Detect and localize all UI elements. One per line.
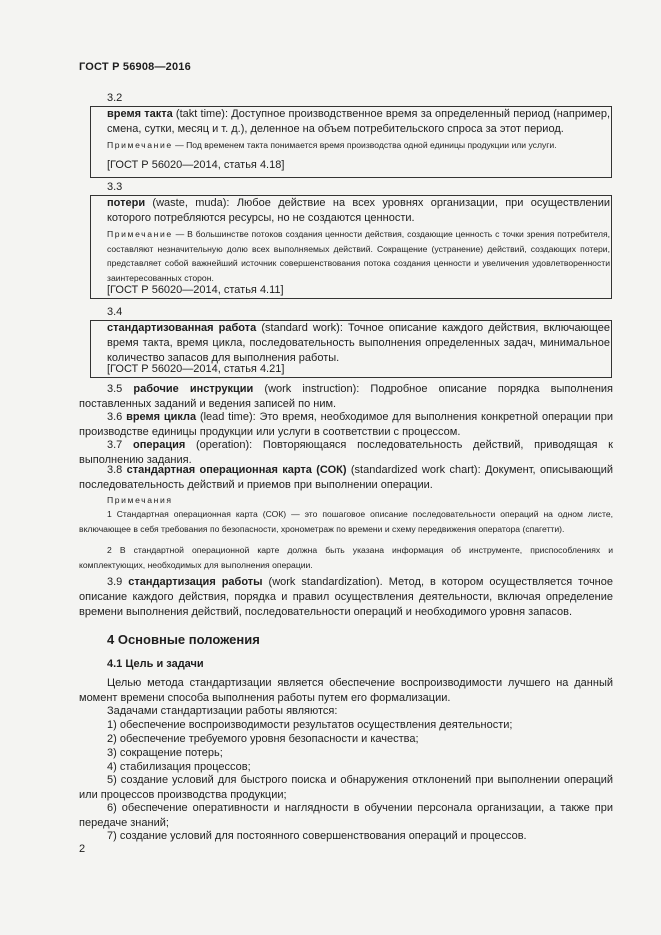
page-number: 2 (79, 843, 86, 855)
paragraph: Целью метода стандартизации является обеспечение воспроизводимости лучшего на данный момент времени способа выполнения работы путем его формализации. (79, 677, 613, 704)
term-3-8: 3.8 стандартная операционная карта (СОК) (standardized work chart): Документ, описывающий последовательность действий и приемов при выполнении операции. (79, 464, 614, 491)
term-name: потери (107, 197, 146, 209)
paragraph: Задачами стандартизации работы являются: (107, 705, 338, 717)
term-number: 3.2 (107, 92, 123, 104)
term-3-5: 3.5 рабочие инструкции (work instruction): Подробное описание порядка выполнения поставленных заданий и ведения записей по ним. (79, 383, 613, 410)
list-item: 2) обеспечение требуемого уровня безопасности и качества; (107, 733, 419, 745)
list-item: 1) обеспечение воспроизводимости результатов осуществления деятельности; (107, 719, 513, 731)
subsection-heading: 4.1 Цель и задачи (107, 658, 204, 670)
list-item: 6) обеспечение оперативности и наглядности в обучении персонала организации, а также при передаче знаний; (79, 802, 613, 829)
note-item: 1 Стандартная операционная карта (СОК) — это пошаговое описание последовательности операций на одном листе, включающее в себя требования по безопасности, хронометраж по времени и схему передвижения оператора (спагетти). (79, 509, 613, 534)
term-3-6: 3.6 время цикла (lead time): Это время, необходимое для выполнения конкретной операции при производстве единицы продукции или услуги в соответствии с процессом. (79, 411, 613, 438)
section-heading: 4 Основные положения (107, 632, 260, 647)
term-definition: время такта (takt time): Доступное производственное время за определенный период (например, смена, сутки, месяц и т. д.), деленное на объем потребительского спроса за этот период. (107, 108, 610, 135)
list-item: 4) стабилизация процессов; (107, 761, 251, 773)
term-name: время такта (107, 108, 173, 120)
term-reference: [ГОСТ Р 56020—2014, статья 4.11] (107, 284, 284, 296)
term-definition: стандартизованная работа (standard work): Точное описание каждого действия, включающее время такта, время цикла, последовательность выполнения определенных задач, минимальное количество запасов для выполнения работы. (107, 322, 610, 364)
term-definition: потери (waste, muda): Любое действие на всех уровнях организации, при осуществлении которого потребляются ресурсы, но не создаются ценности. (107, 197, 610, 224)
term-number: 3.4 (107, 306, 123, 318)
term-3-7: 3.7 операция (operation): Повторяющаяся последовательность действий, приводящая к выполнению задания. (79, 439, 613, 466)
list-item: 3) сокращение потерь; (107, 747, 223, 759)
term-note: Примечание — В большинстве потоков создания ценности действия, создающие ценность с точки зрения потребителя, составляют незначительную долю всех выполняемых действий. Сокращение (устранение) действий, создающих потери, представляет собой важнейший источник совершенствования потока создания ценности и увеличения удовлетворенности заинтересованных сторон. (107, 229, 610, 283)
term-reference: [ГОСТ Р 56020—2014, статья 4.18] (107, 159, 285, 171)
term-3-9: 3.9 стандартизация работы (work standardization). Метод, в котором осуществляется точное описание каждого действия, порядка и правил осуществления деятельности, включая определение времени выполнения действий, последовательности операций и необходимого уровня запасов. (79, 576, 613, 618)
term-reference: [ГОСТ Р 56020—2014, статья 4.21] (107, 363, 285, 375)
term-name: стандартизованная работа (107, 322, 257, 334)
term-number: 3.3 (107, 181, 123, 193)
list-item: 5) создание условий для быстрого поиска и обнаружения отклонений при выполнении операций или процессов производства продукции; (79, 774, 613, 801)
list-item: 7) создание условий для постоянного совершенствования операций и процессов. (107, 830, 527, 842)
term-note: Примечание — Под временем такта понимается время производства одной единицы продукции или услуги. (107, 140, 557, 150)
notes-heading: Примечания (107, 495, 173, 505)
note-item: 2 В стандартной операционной карте должна быть указана информация об инструменте, приспособлениях и комплектующих, необходимых для выполнения операции. (79, 545, 613, 570)
document-header: ГОСТ Р 56908—2016 (79, 61, 191, 73)
